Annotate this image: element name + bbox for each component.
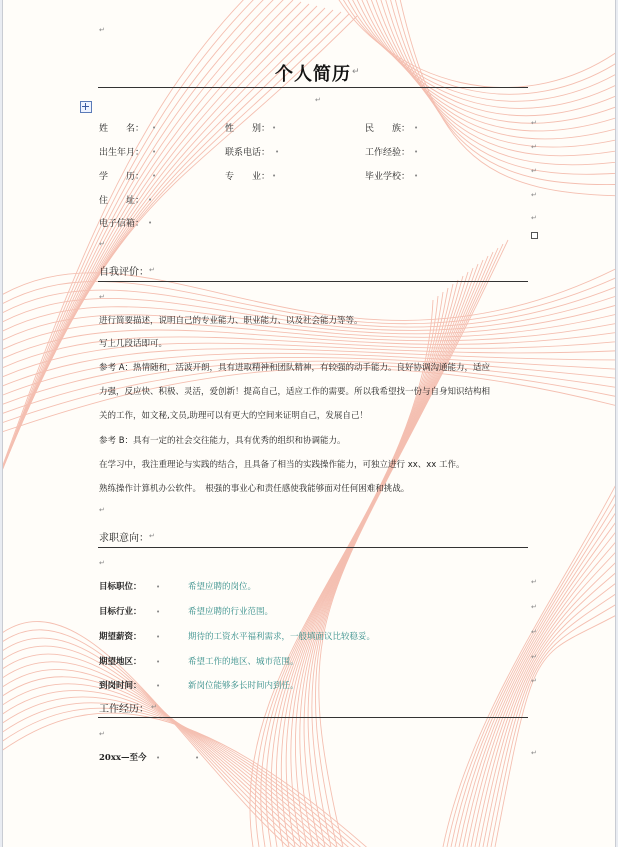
job-intent-rule — [98, 547, 528, 548]
phone-label: 联系电话： — [225, 148, 271, 158]
page-title: 个人简历 — [275, 64, 351, 85]
self-eval-rule — [98, 281, 528, 282]
arrival-time-value: 新岗位能够多长时间内到任。 — [188, 681, 299, 691]
row-mark: ↵ — [531, 749, 537, 757]
education-label: 学 历： — [99, 172, 145, 182]
row-mark: ↵ — [531, 653, 537, 661]
cell-mark: • — [149, 658, 168, 666]
row-mark: ↵ — [531, 143, 537, 151]
expected-salary-label: 期望薪资： — [99, 632, 142, 642]
cell-mark: • — [149, 754, 168, 762]
paragraph-mark: ↵ — [99, 26, 105, 34]
cell-mark: • — [407, 124, 426, 132]
cell-mark: • — [141, 196, 160, 204]
title-rule — [98, 87, 528, 88]
self-eval-line: 关的工作，如文秘,文员,助理可以有更大的空间来证明自己，发展自己！ — [99, 411, 368, 421]
cell-mark: • — [149, 583, 168, 591]
paragraph-mark: ↵ — [99, 293, 105, 301]
cell-mark: • — [265, 124, 284, 132]
cell-mark: • — [145, 124, 164, 132]
target-industry-value: 希望应聘的行业范围。 — [188, 607, 274, 617]
name-label: 姓 名： — [99, 124, 145, 134]
row-mark: ↵ — [531, 191, 537, 199]
paragraph-mark: ↵ — [315, 96, 321, 104]
address-label: 住 址： — [99, 196, 145, 206]
table-resize-handle-icon[interactable] — [531, 232, 538, 239]
self-eval-line: 参考 A：热情随和，活波开朗，具有进取精神和团队精神，有较强的动手能力。良好协调沟通能力，适应 — [99, 363, 491, 373]
self-eval-line: 熟练操作计算机办公软件。 根强的事业心和责任感使我能够面对任何困难和挑战。 — [99, 484, 410, 494]
self-eval-heading: 自我评价： — [99, 267, 149, 278]
email-label: 电子信箱： — [99, 219, 145, 229]
expected-region-value: 希望工作的地区、城市范围。 — [188, 657, 299, 667]
paragraph-mark: ↵ — [151, 703, 157, 711]
major-label: 专 业： — [225, 172, 271, 182]
expected-salary-value: 期待的工资水平福利需求，一般填面议比较稳妥。 — [188, 632, 376, 642]
cell-mark: • — [149, 633, 168, 641]
paragraph-mark: ↵ — [99, 506, 105, 514]
cell-mark: • — [188, 754, 207, 762]
school-label: 毕业学校： — [365, 172, 411, 182]
target-industry-label: 目标行业： — [99, 607, 142, 617]
target-position-value: 希望应聘的岗位。 — [188, 582, 257, 592]
self-eval-line: 力强，反应快、积极、灵活，爱创新！提高自己，适应工作的需要。所以我希望找一份与自身知识结构相 — [99, 387, 491, 397]
cell-mark: • — [149, 608, 168, 616]
row-mark: ↵ — [531, 167, 537, 175]
row-mark: ↵ — [531, 628, 537, 636]
cell-mark: • — [145, 172, 164, 180]
ethnicity-label: 民 族： — [365, 124, 411, 134]
paragraph-mark: ↵ — [149, 532, 155, 540]
paragraph-mark: ↵ — [149, 266, 155, 274]
cell-mark: • — [265, 172, 284, 180]
self-eval-line: 写上几段话即可。 — [99, 339, 168, 349]
target-position-label: 目标职位： — [99, 582, 142, 592]
cell-mark: • — [407, 148, 426, 156]
self-eval-line: 进行简要描述，说明自己的专业能力、职业能力、以及社会能力等等。 — [99, 316, 363, 326]
cell-mark: • — [141, 219, 160, 227]
paragraph-mark: ↵ — [99, 559, 105, 567]
paragraph-mark: ↵ — [99, 730, 105, 738]
work-heading: 工作经历： — [99, 704, 149, 715]
document-page — [2, 0, 616, 847]
job-intent-heading: 求职意向： — [99, 533, 149, 544]
row-mark: ↵ — [531, 214, 537, 222]
cell-mark: • — [149, 682, 168, 690]
arrival-time-label: 到岗时间： — [99, 681, 142, 691]
cell-mark: • — [407, 172, 426, 180]
experience-label: 工作经验： — [365, 148, 411, 158]
row-mark: ↵ — [531, 677, 537, 685]
expected-region-label: 期望地区： — [99, 657, 142, 667]
birth-label: 出生年月： — [99, 148, 145, 158]
work-period: 20xx—至今 — [99, 753, 147, 763]
work-rule — [98, 717, 528, 718]
paragraph-mark: ↵ — [99, 240, 105, 248]
self-eval-line: 参考 B：具有一定的社会交往能力，具有优秀的组织和协调能力。 — [99, 436, 346, 446]
row-mark: ↵ — [531, 578, 537, 586]
cell-mark: • — [145, 148, 164, 156]
row-mark: ↵ — [531, 119, 537, 127]
paragraph-mark: ↵ — [352, 67, 360, 77]
table-move-handle-icon[interactable] — [80, 101, 92, 113]
cell-mark: • — [268, 148, 287, 156]
gender-label: 性 别： — [225, 124, 271, 134]
row-mark: ↵ — [531, 603, 537, 611]
self-eval-line: 在学习中，我注重理论与实践的结合，且具备了相当的实践操作能力，可独立进行 xx、xx 工作。 — [99, 460, 465, 470]
